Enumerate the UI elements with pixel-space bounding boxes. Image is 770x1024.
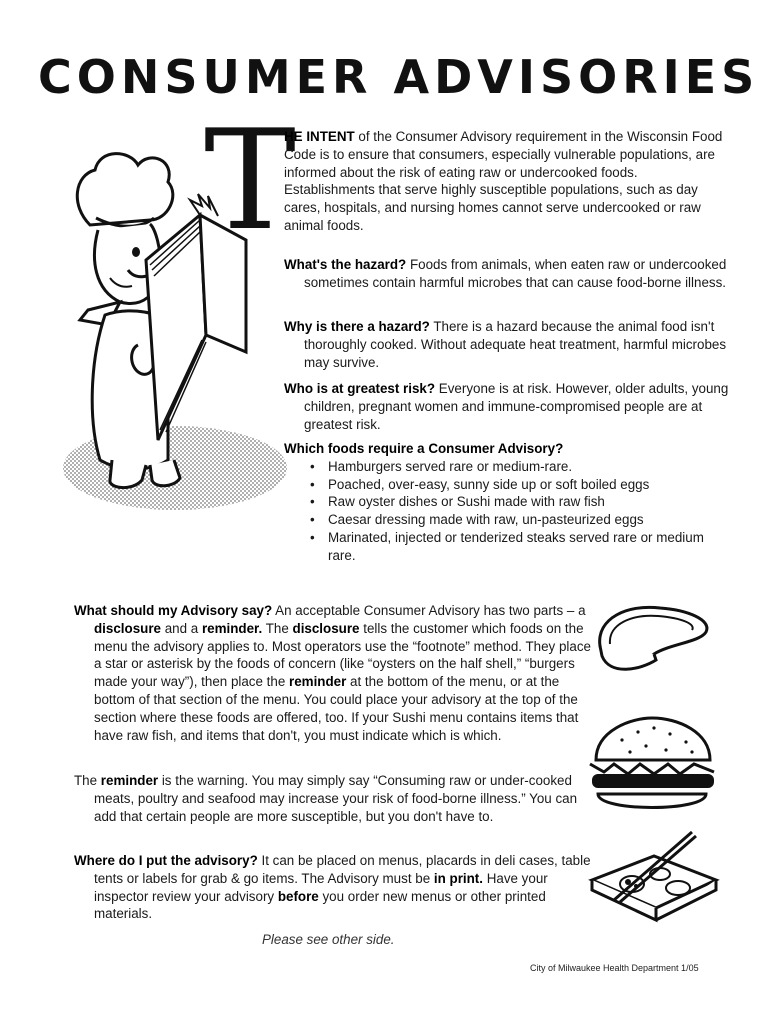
intro-lead: HE INTENT	[284, 129, 355, 144]
bold-run: reminder	[100, 773, 159, 788]
qa-answer: Foods from animals, when eaten raw or undercooked sometimes contain harmful microbes that can cause food-borne illness.	[304, 257, 727, 290]
text-run: The	[262, 620, 293, 636]
qa-answer: There is a hazard because the animal food isn't thoroughly cooked. Without adequate heat treatment, harmful microbes may survive.	[304, 319, 727, 370]
sushi-tray-illustration	[584, 828, 724, 938]
text-run: An acceptable Consumer Advisory has two parts – a	[272, 603, 586, 618]
text-run: you order new menus or other printed materials.	[94, 888, 546, 922]
drop-cap-letter: T	[204, 100, 297, 261]
foods-list	[284, 458, 724, 565]
text-run: It can be placed on menus, placards in deli cases, table tents or labels for grab & go items. The Advisory must be	[94, 853, 591, 886]
reminder-paragraph	[74, 772, 594, 825]
bold-run: disclosure	[292, 620, 360, 636]
text-run: at the bottom of the menu, or at the bottom of that section of the menu. You could place your advisory at the top of the section where these foods are offered, too. If your Sushi menu contains items that have raw fish, and items that don't, you must indicate which is which.	[94, 674, 579, 743]
where-paragraph	[74, 852, 594, 923]
qa-question: Who is at greatest risk?	[284, 381, 436, 396]
bold-run: in print.	[433, 870, 483, 886]
qa-question: What's the hazard?	[284, 257, 407, 272]
foods-section	[284, 440, 724, 565]
list-item: • Raw oyster dishes or Sushi made with raw fish	[284, 493, 724, 511]
text-run: tells the customer which foods on the menu the advisory applies to. Most operators use the “footnote” method. They place a star or asterisk by the foods of concern (like “oysters on the half shell,” “burgers made your way”), then place the	[94, 620, 591, 690]
foods-heading: Which foods require a Consumer Advisory?	[284, 441, 564, 456]
footer-credit: City of Milwaukee Health Department 1/05	[530, 963, 699, 973]
list-item: • Marinated, injected or tenderized steaks served rare or medium rare.	[284, 529, 724, 565]
bold-run: disclosure	[94, 620, 161, 636]
qa-greatest-risk	[284, 380, 744, 433]
advisory-paragraph	[74, 602, 594, 744]
qa-answer: Everyone is at risk. However, older adults, young children, pregnant women and immune-compromised people are at greatest risk.	[304, 381, 729, 432]
bold-run: before	[277, 888, 319, 904]
bold-run: reminder.	[201, 620, 263, 636]
text-run: The	[74, 773, 101, 788]
steak-illustration	[588, 598, 718, 678]
list-item: • Caesar dressing made with raw, un-pasteurized eggs	[284, 511, 724, 529]
list-item: • Poached, over-easy, sunny side up or soft boiled eggs	[284, 476, 724, 494]
where-question: Where do I put the advisory?	[74, 853, 258, 868]
intro-body: of the Consumer Advisory requirement in the Wisconsin Food Code is to ensure that consumers, especially vulnerable populations, are informed about the risk of eating raw or undercooked foods. Establishments that serve highly susceptible populations, such as day cares, hospitals, and nursing homes cannot serve undercooked or raw animal foods.	[284, 129, 723, 233]
text-run: and a	[160, 620, 202, 636]
qa-hazard	[284, 256, 744, 292]
text-run: is the warning. You may simply say “Consuming raw or under-cooked meats, poultry and seafood may increase your risk of food-borne illness.” You can add that certain people are more susceptible, but you don't have to.	[94, 773, 578, 824]
see-other-side-note: Please see other side.	[262, 932, 395, 947]
page-title: CONSUMER ADVISORIES	[38, 50, 760, 104]
text-run: Have your inspector review your advisory	[94, 870, 548, 904]
bold-run: reminder	[289, 674, 347, 690]
qa-question: Why is there a hazard?	[284, 319, 430, 334]
advisory-question: What should my Advisory say?	[74, 603, 273, 618]
intro-paragraph	[284, 128, 724, 235]
list-item: • Hamburgers served rare or medium-rare.	[284, 458, 724, 476]
qa-why-hazard	[284, 318, 744, 371]
hamburger-illustration	[582, 712, 722, 822]
